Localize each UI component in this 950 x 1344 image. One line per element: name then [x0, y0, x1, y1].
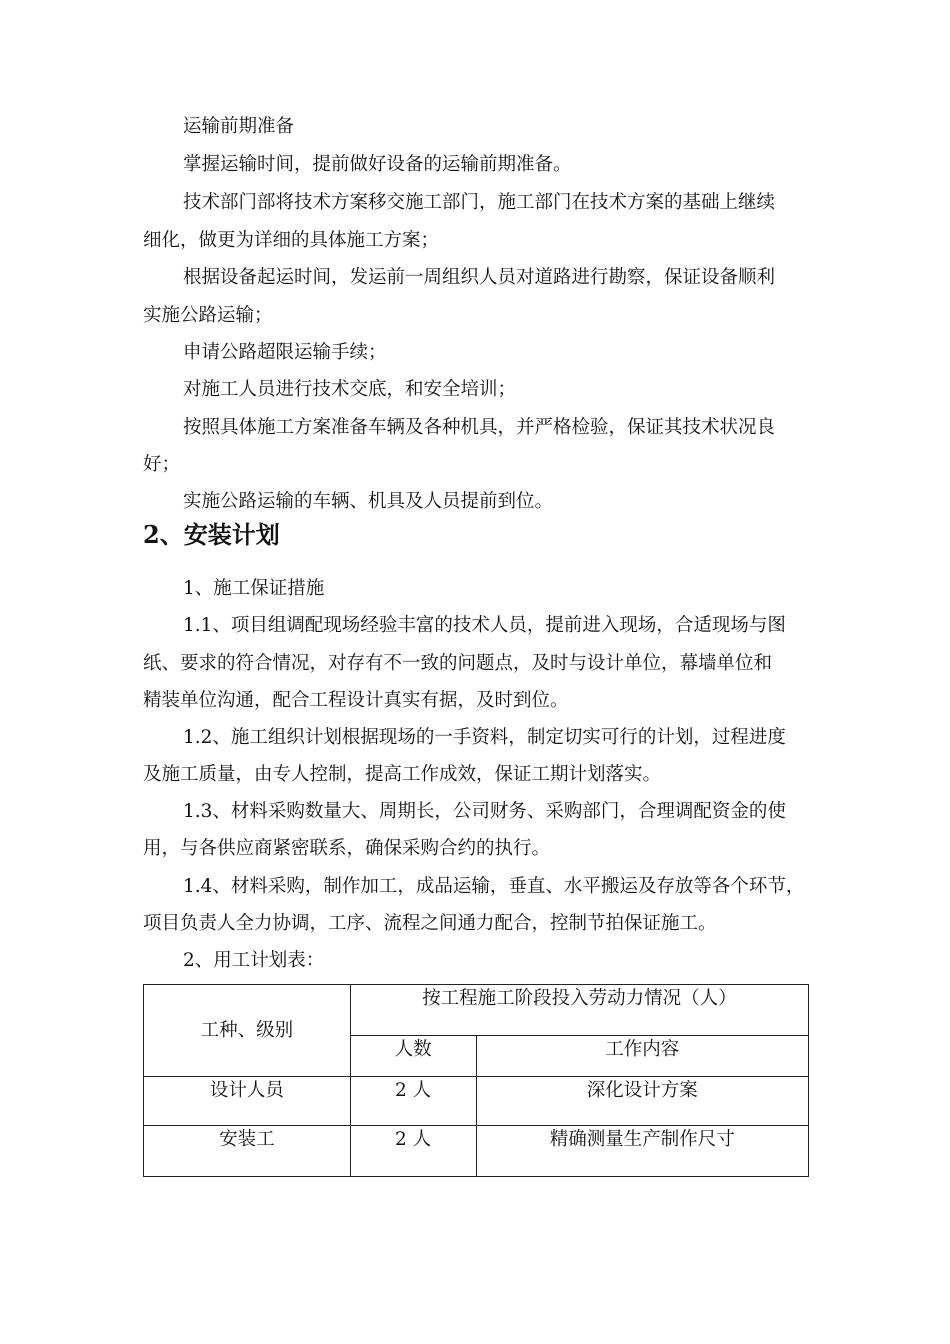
labor-plan-table — [143, 984, 809, 1177]
cell-content: 深化设计方案 — [476, 1077, 808, 1126]
table-row — [144, 1077, 809, 1126]
header-cell-count: 人数 — [350, 1036, 476, 1077]
subheading: 2、用工计划表： — [183, 950, 325, 971]
cell-count: 2 人 — [350, 1126, 476, 1177]
paragraph: 1.3、材料采购数量大、周期长，公司财务、采购部门，合理调配资金的使 — [183, 801, 786, 822]
paragraph-continuation: 项目负责人全力协调，工序、流程之间通力配合，控制节拍保证施工。 — [143, 913, 717, 934]
paragraph-continuation: 精装单位沟通，配合工程设计真实有据，及时到位。 — [143, 690, 569, 711]
paragraph-continuation: 实施公路运输； — [143, 305, 273, 326]
paragraph: 掌握运输时间，提前做好设备的运输前期准备。 — [183, 154, 572, 175]
table-row — [144, 1126, 809, 1177]
paragraph: 实施公路运输的车辆、机具及人员提前到位。 — [183, 491, 554, 512]
table-header-row — [144, 985, 809, 1036]
paragraph-continuation: 细化，做更为详细的具体施工方案； — [143, 230, 440, 251]
paragraph: 根据设备起运时间，发运前一周组织人员对道路进行勘察，保证设备顺利 — [183, 267, 776, 288]
paragraph: 申请公路超限运输手续； — [183, 342, 387, 363]
header-cell-type: 工种、级别 — [144, 985, 351, 1077]
paragraph-continuation: 及施工质量，由专人控制，提高工作成效，保证工期计划落实。 — [143, 764, 662, 785]
paragraph-continuation: 用，与各供应商紧密联系，确保采购合约的执行。 — [143, 838, 551, 859]
cell-type: 安装工 — [144, 1126, 351, 1177]
paragraph: 1.4、材料采购，制作加工，成品运输，垂直、水平搬运及存放等各个环节， — [183, 876, 805, 897]
section-heading: 2、安装计划 — [143, 520, 280, 549]
paragraph: 运输前期准备 — [183, 116, 295, 137]
subheading: 1、施工保证措施 — [183, 578, 325, 599]
paragraph: 1.2、施工组织计划根据现场的一手资料，制定切实可行的计划，过程进度 — [183, 727, 786, 748]
cell-type: 设计人员 — [144, 1077, 351, 1126]
paragraph: 对施工人员进行技术交底，和安全培训； — [183, 379, 517, 400]
paragraph: 1.1、项目组调配现场经验丰富的技术人员，提前进入现场，合适现场与图 — [183, 615, 786, 636]
header-cell-content: 工作内容 — [476, 1036, 808, 1077]
paragraph-continuation: 纸、要求的符合情况，对存有不一致的问题点，及时与设计单位，幕墙单位和 — [143, 653, 773, 674]
paragraph: 按照具体施工方案准备车辆及各种机具，并严格检验，保证其技术状况良 — [183, 417, 776, 438]
paragraph: 技术部门部将技术方案移交施工部门，施工部门在技术方案的基础上继续 — [183, 192, 776, 213]
cell-count: 2 人 — [350, 1077, 476, 1126]
paragraph-continuation: 好； — [143, 454, 181, 475]
cell-content: 精确测量生产制作尺寸 — [476, 1126, 808, 1177]
header-cell-group: 按工程施工阶段投入劳动力情况（人） — [350, 985, 808, 1036]
